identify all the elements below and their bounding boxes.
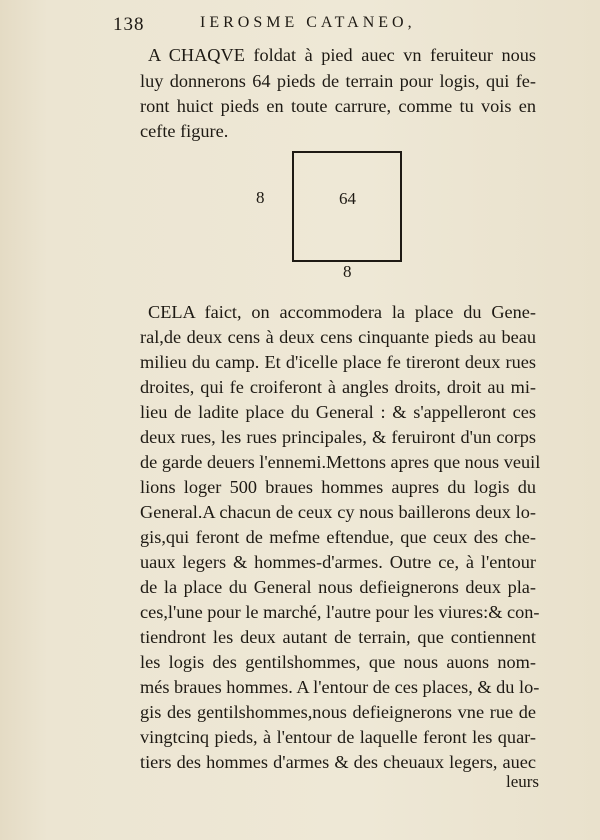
paragraph1-line-4: cefte figure.: [140, 121, 229, 141]
paragraph2-line-3: milieu du camp. Et d'icelle place fe tireront deux rues: [140, 352, 536, 372]
running-head: IEROSME CATANEO,: [200, 14, 416, 31]
square-figure: [292, 151, 402, 262]
paragraph2-line-16: més braues hommes. A l'entour de ces places, & du lo-: [140, 677, 540, 697]
paragraph2-line-12: de la place du General nous defieignerons deux pla-: [140, 577, 536, 597]
paragraph2-line-4: droites, qui fe croiferont à angles droits, droit au mi-: [140, 377, 536, 397]
figure-side-label: 8: [256, 188, 265, 207]
paragraph2-line-9: General.A chacun de ceux cy nous baillerons deux lo-: [140, 502, 536, 522]
catchword: leurs: [506, 772, 540, 791]
paragraph2-line-7: de garde deuers l'ennemi.Mettons apres que nous veuil: [140, 452, 541, 472]
paragraph1-line-2: luy donnerons 64 pieds de terrain pour logis, qui fe-: [140, 71, 536, 91]
paragraph2-line-2: ral,de deux cens à deux cens cinquante pieds au beau: [140, 327, 536, 347]
paragraph2-line-11: uaux legers & hommes-d'armes. Outre ce, à l'entour: [140, 552, 536, 572]
page-number: 138: [113, 14, 145, 35]
figure-bottom-label: 8: [343, 262, 352, 281]
paragraph2-line-18: vingtcinq pieds, à l'entour de laquelle feront les quar-: [140, 727, 536, 747]
paragraph2-line-19: tiers des hommes d'armes & des cheuaux legers, auec: [140, 752, 536, 772]
paragraph2-line-6: deux rues, les rues principales, & feruiront d'un corps: [140, 427, 536, 447]
paragraph2-line-10: gis,qui feront de mefme eftendue, que ceux des che-: [140, 527, 536, 547]
paragraph2-line-14: tiendront les deux autant de terrain, que contiennent: [140, 627, 536, 647]
paragraph2-line-17: gis des gentilshommes,nous defieignerons vne rue de: [140, 702, 536, 722]
paragraph2-line-13: ces,l'une pour le marché, l'autre pour les viures:& con-: [140, 602, 540, 622]
paragraph2-line-15: les logis des gentilshommes, que nous auons nom-: [140, 652, 536, 672]
paragraph2-line-8: lions loger 500 braues hommes aupres du logis du: [140, 477, 536, 497]
paragraph1-line-1: A CHAQVE foldat à pied auec vn feruiteur nous: [148, 45, 536, 65]
paragraph2-line-5: lieu de ladite place du General : & s'appelleront ces: [140, 402, 536, 422]
figure-area-label: 64: [339, 189, 356, 208]
paragraph2-line-1: CELA faict, on accommodera la place du Gene-: [148, 302, 536, 322]
paragraph1-line-3: ront huict pieds en toute carrure, comme tu vois en: [140, 96, 536, 116]
